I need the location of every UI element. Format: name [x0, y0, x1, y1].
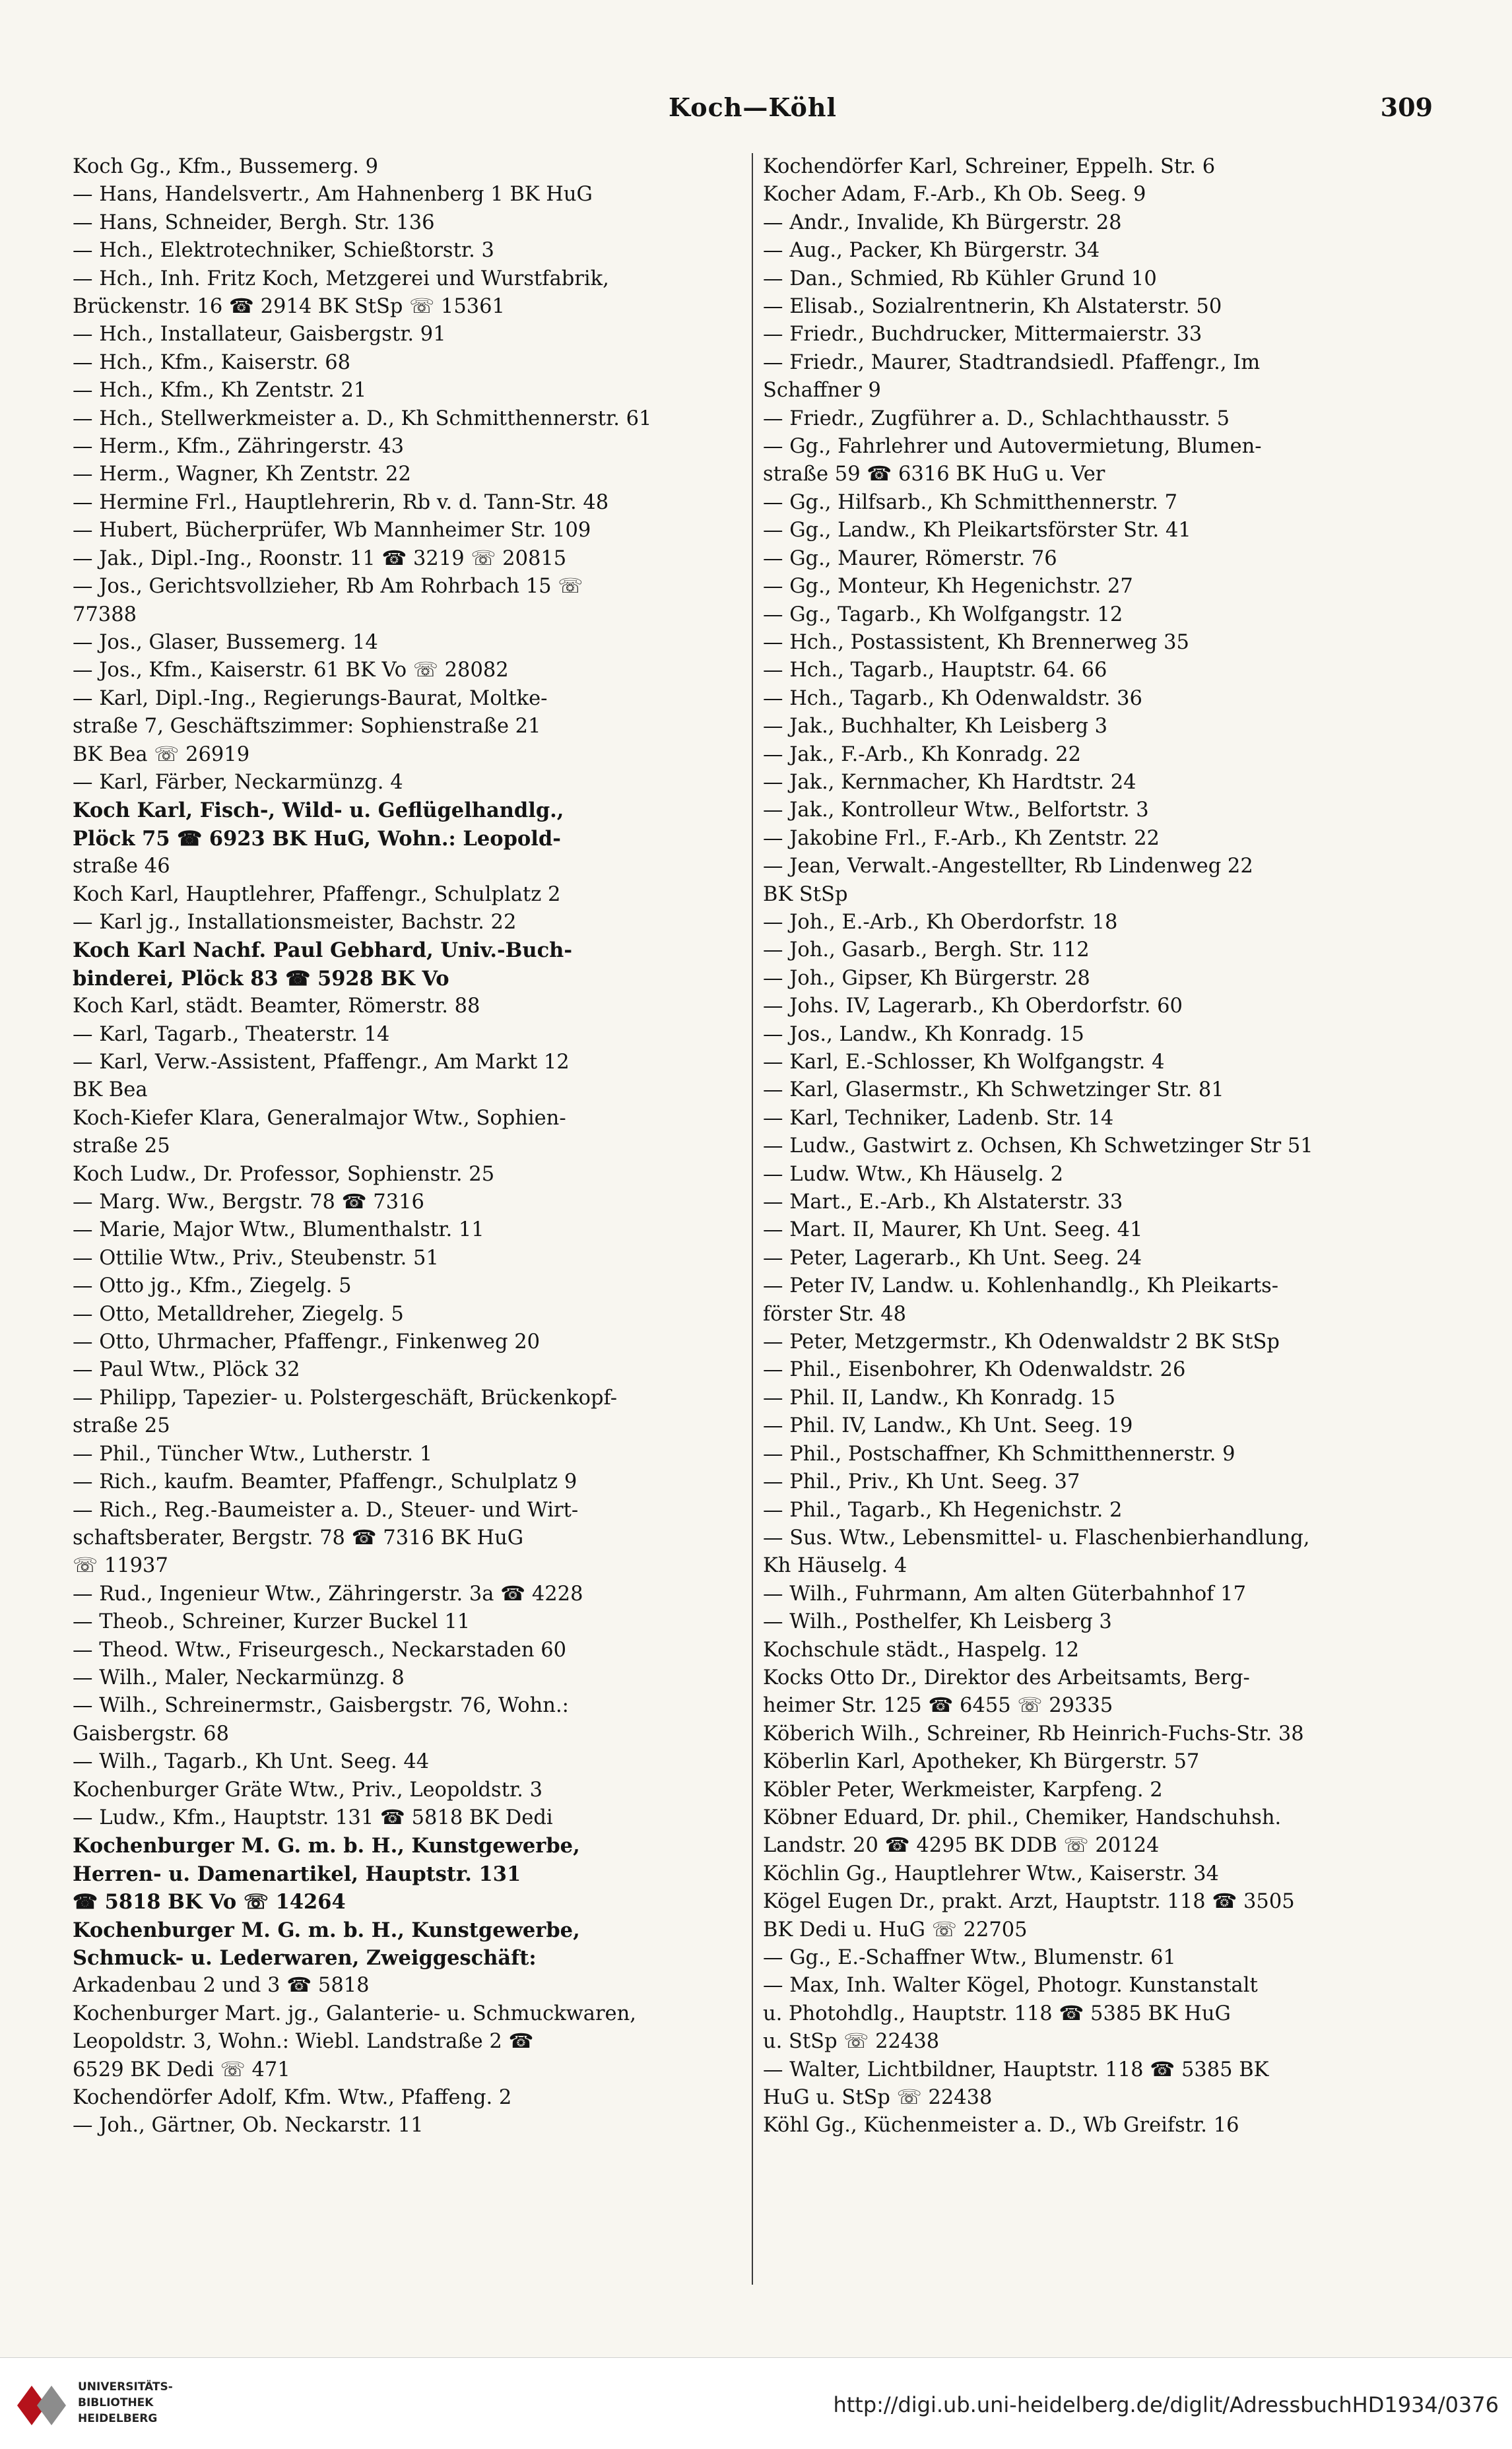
directory-entry: — Marg. Ww., Bergstr. 78 ☎ 7316 [73, 1191, 424, 1214]
directory-entry: — Dan., Schmied, Rb Kühler Grund 10 [763, 267, 1157, 290]
directory-entry: — Gg., Hilfsarb., Kh Schmitthennerstr. 7 [763, 490, 1178, 514]
directory-entry: förster Str. 48 [763, 1302, 907, 1326]
directory-entry: — Phil. IV, Landw., Kh Unt. Seeg. 19 [763, 1414, 1133, 1438]
directory-entry: Brückenstr. 16 ☎ 2914 BK StSp ☏ 15361 [73, 295, 505, 319]
directory-entry: BK Bea [73, 1078, 148, 1102]
directory-entry: binderei, Plöck 83 ☎ 5928 BK Vo [73, 966, 449, 991]
directory-entry: Kochenburger Gräte Wtw., Priv., Leopoldstr. 3 [73, 1778, 542, 1802]
directory-entry: — Gg., E.-Schaffner Wtw., Blumenstr. 61 [763, 1946, 1176, 1969]
footer-bar [0, 2357, 1512, 2449]
running-header [73, 92, 1433, 125]
directory-entry: Kh Häuselg. 4 [763, 1554, 907, 1578]
directory-entry: — Hans, Schneider, Bergh. Str. 136 [73, 211, 435, 234]
directory-entry: — Phil., Tüncher Wtw., Lutherstr. 1 [73, 1442, 433, 1466]
library-name-line: HEIDELBERG [78, 2412, 158, 2425]
directory-entry: Herren- u. Damenartikel, Hauptstr. 131 [73, 1862, 521, 1886]
directory-entry: — Sus. Wtw., Lebensmittel- u. Flaschenbierhandlung, [763, 1526, 1310, 1550]
directory-entry: — Peter IV, Landw. u. Kohlenhandlg., Kh Pleikarts- [763, 1274, 1279, 1298]
directory-entry: — Jos., Kfm., Kaiserstr. 61 BK Vo ☏ 28082 [73, 659, 509, 682]
directory-entry: — Ludw., Kfm., Hauptstr. 131 ☎ 5818 BK Dedi [73, 1806, 553, 1829]
directory-entry: — Otto, Uhrmacher, Pfaffengr., Finkenweg 20 [73, 1330, 541, 1354]
directory-entry: straße 59 ☎ 6316 BK HuG u. Ver [763, 463, 1105, 486]
directory-entry: Koch Ludw., Dr. Professor, Sophienstr. 25 [73, 1162, 495, 1186]
directory-entry: — Hch., Installateur, Gaisbergstr. 91 [73, 323, 446, 346]
directory-entry: — Joh., Gärtner, Ob. Neckarstr. 11 [73, 2114, 424, 2138]
directory-entry: — Philipp, Tapezier- u. Polstergeschäft, Brückenkopf- [73, 1386, 618, 1410]
directory-columns [73, 153, 1430, 2291]
directory-entry: Arkadenbau 2 und 3 ☎ 5818 [73, 1974, 370, 1998]
directory-entry: Koch Gg., Kfm., Bussemerg. 9 [73, 155, 379, 178]
directory-entry: — Gg., Maurer, Römerstr. 76 [763, 546, 1057, 570]
directory-entry: — Ludw., Gastwirt z. Ochsen, Kh Schwetzinger Str 51 [763, 1134, 1313, 1158]
directory-entry: Köbner Eduard, Dr. phil., Chemiker, Handschuhsh. [763, 1806, 1282, 1829]
directory-entry: — Jak., F.-Arb., Kh Konradg. 22 [763, 742, 1081, 766]
directory-entry: — Joh., Gipser, Kh Bürgerstr. 28 [763, 966, 1090, 990]
directory-entry: heimer Str. 125 ☎ 6455 ☏ 29335 [763, 1694, 1113, 1718]
source-url-link[interactable]: http://digi.ub.uni-heidelberg.de/diglit/AdressbuchHD1934/0376 [833, 2392, 1499, 2417]
directory-entry: — Karl, Glasermstr., Kh Schwetzinger Str. 81 [763, 1078, 1224, 1102]
directory-entry: Kochschule städt., Haspelg. 12 [763, 1638, 1080, 1662]
directory-entry: — Jak., Kontrolleur Wtw., Belfortstr. 3 [763, 799, 1149, 822]
directory-entry: Kochenburger Mart. jg., Galanterie- u. Schmuckwaren, [73, 2002, 636, 2025]
directory-entry: — Karl, Färber, Neckarmünzg. 4 [73, 770, 403, 794]
directory-entry: schaftsberater, Bergstr. 78 ☎ 7316 BK HuG [73, 1526, 524, 1550]
directory-entry: — Hans, Handelsvertr., Am Hahnenberg 1 BK HuG [73, 183, 593, 207]
directory-entry: — Rich., Reg.-Baumeister a. D., Steuer- und Wirt- [73, 1498, 579, 1522]
directory-entry: Koch Karl, Hauptlehrer, Pfaffengr., Schulplatz 2 [73, 882, 561, 906]
directory-entry: — Paul Wtw., Plöck 32 [73, 1358, 300, 1382]
directory-entry: — Hch., Elektrotechniker, Schießtorstr. 3 [73, 239, 494, 263]
right-column [763, 153, 1430, 2140]
directory-entry: — Hch., Kfm., Kh Zentstr. 21 [73, 379, 367, 403]
directory-entry: — Hch., Postassistent, Kh Brennerweg 35 [763, 630, 1189, 654]
directory-entry: Koch Karl, Fisch-, Wild- u. Geflügelhandlg., [73, 799, 564, 823]
directory-entry: — Elisab., Sozialrentnerin, Kh Alstaterstr. 50 [763, 295, 1222, 319]
directory-entry: — Jak., Dipl.-Ing., Roonstr. 11 ☎ 3219 ☏ 20815 [73, 546, 567, 570]
directory-entry: — Karl, Dipl.-Ing., Regierungs-Baurat, Moltke- [73, 686, 548, 710]
directory-entry: Schaffner 9 [763, 379, 881, 403]
directory-entry: — Wilh., Fuhrmann, Am alten Güterbahnhof 17 [763, 1582, 1246, 1606]
directory-entry: Schmuck- u. Lederwaren, Zweiggeschäft: [73, 1946, 537, 1970]
directory-entry: — Jak., Kernmacher, Kh Hardtstr. 24 [763, 770, 1136, 794]
directory-entry: — Friedr., Zugführer a. D., Schlachthausstr. 5 [763, 407, 1230, 430]
directory-entry: — Hch., Tagarb., Kh Odenwaldstr. 36 [763, 686, 1142, 710]
directory-entry: ☎ 5818 BK Vo ☏ 14264 [73, 1890, 346, 1914]
directory-entry: Kochendörfer Adolf, Kfm. Wtw., Pfaffeng. 2 [73, 2086, 512, 2110]
directory-entry: Koch Karl Nachf. Paul Gebhard, Univ.-Buch- [73, 938, 573, 963]
directory-entry: — Friedr., Maurer, Stadtrandsiedl. Pfaffengr., Im [763, 350, 1261, 374]
directory-entry: Landstr. 20 ☎ 4295 BK DDB ☏ 20124 [763, 1834, 1160, 1858]
directory-entry: — Hch., Inh. Fritz Koch, Metzgerei und Wurstfabrik, [73, 267, 609, 290]
library-name-line: UNIVERSITÄTS- [78, 2380, 173, 2394]
directory-entry: — Phil., Eisenbohrer, Kh Odenwaldstr. 26 [763, 1358, 1186, 1382]
directory-entry: — Otto, Metalldreher, Ziegelg. 5 [73, 1302, 404, 1326]
directory-entry: — Joh., E.-Arb., Kh Oberdorfstr. 18 [763, 910, 1118, 934]
directory-entry: — Wilh., Posthelfer, Kh Leisberg 3 [763, 1610, 1112, 1634]
directory-entry: — Peter, Lagerarb., Kh Unt. Seeg. 24 [763, 1246, 1142, 1270]
directory-entry: Köhl Gg., Küchenmeister a. D., Wb Greifstr. 16 [763, 2114, 1239, 2138]
directory-entry: BK Dedi u. HuG ☏ 22705 [763, 1918, 1028, 1942]
directory-entry: — Gg., Monteur, Kh Hegenichstr. 27 [763, 575, 1133, 599]
directory-entry: — Aug., Packer, Kh Bürgerstr. 34 [763, 239, 1100, 263]
directory-entry: — Gg., Tagarb., Kh Wolfgangstr. 12 [763, 603, 1123, 626]
directory-entry: — Karl, Verw.-Assistent, Pfaffengr., Am Markt 12 [73, 1051, 570, 1074]
directory-entry: — Karl, Techniker, Ladenb. Str. 14 [763, 1106, 1114, 1130]
library-name-line: BIBLIOTHEK [78, 2396, 154, 2409]
directory-entry: BK Bea ☏ 26919 [73, 742, 250, 766]
directory-entry: — Herm., Wagner, Kh Zentstr. 22 [73, 463, 411, 486]
directory-entry: — Jak., Buchhalter, Kh Leisberg 3 [763, 715, 1108, 738]
directory-entry: 77388 [73, 603, 137, 626]
directory-entry: — Marie, Major Wtw., Blumenthalstr. 11 [73, 1218, 484, 1242]
library-logo-icon [12, 2380, 71, 2431]
directory-entry: — Wilh., Tagarb., Kh Unt. Seeg. 44 [73, 1750, 430, 1774]
directory-entry: Gaisbergstr. 68 [73, 1722, 229, 1746]
directory-entry: Kochendörfer Karl, Schreiner, Eppelh. Str. 6 [763, 155, 1216, 178]
directory-entry: — Hubert, Bücherprüfer, Wb Mannheimer Str. 109 [73, 519, 591, 542]
directory-entry: Kögel Eugen Dr., prakt. Arzt, Hauptstr. 118 ☎ 3505 [763, 1890, 1295, 1914]
directory-entry: Koch-Kiefer Klara, Generalmajor Wtw., Sophien- [73, 1106, 566, 1130]
directory-entry: — Theob., Schreiner, Kurzer Buckel 11 [73, 1610, 471, 1634]
directory-entry: — Johs. IV, Lagerarb., Kh Oberdorfstr. 60 [763, 995, 1183, 1018]
directory-entry: — Phil., Postschaffner, Kh Schmitthennerstr. 9 [763, 1442, 1235, 1466]
directory-entry: Köberlin Karl, Apotheker, Kh Bürgerstr. 57 [763, 1750, 1200, 1774]
directory-entry: — Hch., Stellwerkmeister a. D., Kh Schmitthennerstr. 61 [73, 407, 652, 430]
directory-entry: — Jos., Landw., Kh Konradg. 15 [763, 1022, 1084, 1046]
directory-entry: — Hch., Kfm., Kaiserstr. 68 [73, 350, 351, 374]
directory-entry: Leopoldstr. 3, Wohn.: Wiebl. Landstraße 2 ☎ [73, 2030, 534, 2054]
directory-entry: — Phil. II, Landw., Kh Konradg. 15 [763, 1386, 1116, 1410]
directory-entry: 6529 BK Dedi ☏ 471 [73, 2058, 290, 2081]
directory-entry: Plöck 75 ☎ 6923 BK HuG, Wohn.: Leopold- [73, 826, 561, 851]
directory-entry: — Theod. Wtw., Friseurgesch., Neckarstaden 60 [73, 1638, 567, 1662]
directory-entry: — Jos., Glaser, Bussemerg. 14 [73, 630, 378, 654]
directory-entry: — Herm., Kfm., Zähringerstr. 43 [73, 435, 404, 459]
directory-entry: — Ludw. Wtw., Kh Häuselg. 2 [763, 1162, 1063, 1186]
directory-entry: — Peter, Metzgermstr., Kh Odenwaldstr 2 BK StSp [763, 1330, 1280, 1354]
page-title: Koch—Köhl [669, 92, 837, 122]
directory-entry: — Wilh., Maler, Neckarmünzg. 8 [73, 1666, 405, 1689]
directory-entry: Kocher Adam, F.-Arb., Kh Ob. Seeg. 9 [763, 183, 1146, 207]
page-number: 309 [1380, 92, 1433, 122]
directory-entry: — Andr., Invalide, Kh Bürgerstr. 28 [763, 211, 1122, 234]
directory-entry: — Joh., Gasarb., Bergh. Str. 112 [763, 938, 1090, 962]
directory-entry: — Otto jg., Kfm., Ziegelg. 5 [73, 1274, 352, 1298]
library-name [78, 2379, 173, 2427]
directory-entry: — Hch., Tagarb., Hauptstr. 64. 66 [763, 659, 1107, 682]
directory-entry: — Max, Inh. Walter Kögel, Photogr. Kunstanstalt [763, 1974, 1258, 1998]
directory-entry: — Walter, Lichtbildner, Hauptstr. 118 ☎ 5385 BK [763, 2058, 1269, 2081]
directory-entry: — Friedr., Buchdrucker, Mittermaierstr. 33 [763, 323, 1202, 346]
directory-entry: ☏ 11937 [73, 1554, 168, 1578]
directory-entry: Köchlin Gg., Hauptlehrer Wtw., Kaiserstr. 34 [763, 1862, 1219, 1885]
directory-entry: — Karl, Tagarb., Theaterstr. 14 [73, 1022, 390, 1046]
directory-entry: — Gg., Fahrlehrer und Autovermietung, Blumen- [763, 435, 1262, 459]
directory-entry: straße 25 [73, 1414, 170, 1438]
directory-entry: — Jos., Gerichtsvollzieher, Rb Am Rohrbach 15 ☏ [73, 575, 583, 599]
directory-entry: straße 7, Geschäftszimmer: Sophienstraße 21 [73, 715, 541, 738]
directory-entry: — Jean, Verwalt.-Angestellter, Rb Lindenweg 22 [763, 855, 1253, 878]
directory-entry: HuG u. StSp ☏ 22438 [763, 2086, 993, 2110]
directory-entry: — Ottilie Wtw., Priv., Steubenstr. 51 [73, 1246, 439, 1270]
directory-entry: Kochenburger M. G. m. b. H., Kunstgewerbe, [73, 1834, 580, 1858]
directory-entry: Kochenburger M. G. m. b. H., Kunstgewerbe, [73, 1918, 580, 1942]
directory-entry: u. Photohdlg., Hauptstr. 118 ☎ 5385 BK HuG [763, 2002, 1231, 2025]
directory-entry: — Phil., Tagarb., Kh Hegenichstr. 2 [763, 1498, 1123, 1522]
directory-entry: — Mart. II, Maurer, Kh Unt. Seeg. 41 [763, 1218, 1143, 1242]
directory-entry: — Gg., Landw., Kh Pleikartsförster Str. 41 [763, 519, 1191, 542]
directory-entry: Koch Karl, städt. Beamter, Römerstr. 88 [73, 995, 480, 1018]
directory-entry: — Rud., Ingenieur Wtw., Zähringerstr. 3a ☎ 4228 [73, 1582, 583, 1606]
directory-entry: — Karl, E.-Schlosser, Kh Wolfgangstr. 4 [763, 1051, 1165, 1074]
directory-entry: Köberich Wilh., Schreiner, Rb Heinrich-Fuchs-Str. 38 [763, 1722, 1304, 1746]
directory-entry: — Karl jg., Installationsmeister, Bachstr. 22 [73, 910, 517, 934]
directory-entry: — Mart., E.-Arb., Kh Alstaterstr. 33 [763, 1191, 1123, 1214]
directory-entry: — Jakobine Frl., F.-Arb., Kh Zentstr. 22 [763, 826, 1160, 850]
directory-entry: — Hermine Frl., Hauptlehrerin, Rb v. d. Tann-Str. 48 [73, 490, 609, 514]
directory-entry: BK StSp [763, 882, 848, 906]
directory-entry: — Wilh., Schreinermstr., Gaisbergstr. 76, Wohn.: [73, 1694, 569, 1718]
directory-entry: u. StSp ☏ 22438 [763, 2030, 940, 2054]
directory-entry: Kocks Otto Dr., Direktor des Arbeitsamts, Berg- [763, 1666, 1250, 1689]
directory-entry: straße 46 [73, 855, 170, 878]
directory-entry: — Phil., Priv., Kh Unt. Seeg. 37 [763, 1470, 1080, 1494]
directory-entry: Köbler Peter, Werkmeister, Karpfeng. 2 [763, 1778, 1163, 1802]
directory-entry: — Rich., kaufm. Beamter, Pfaffengr., Schulplatz 9 [73, 1470, 577, 1494]
directory-entry: straße 25 [73, 1134, 170, 1158]
left-column [73, 153, 739, 2140]
